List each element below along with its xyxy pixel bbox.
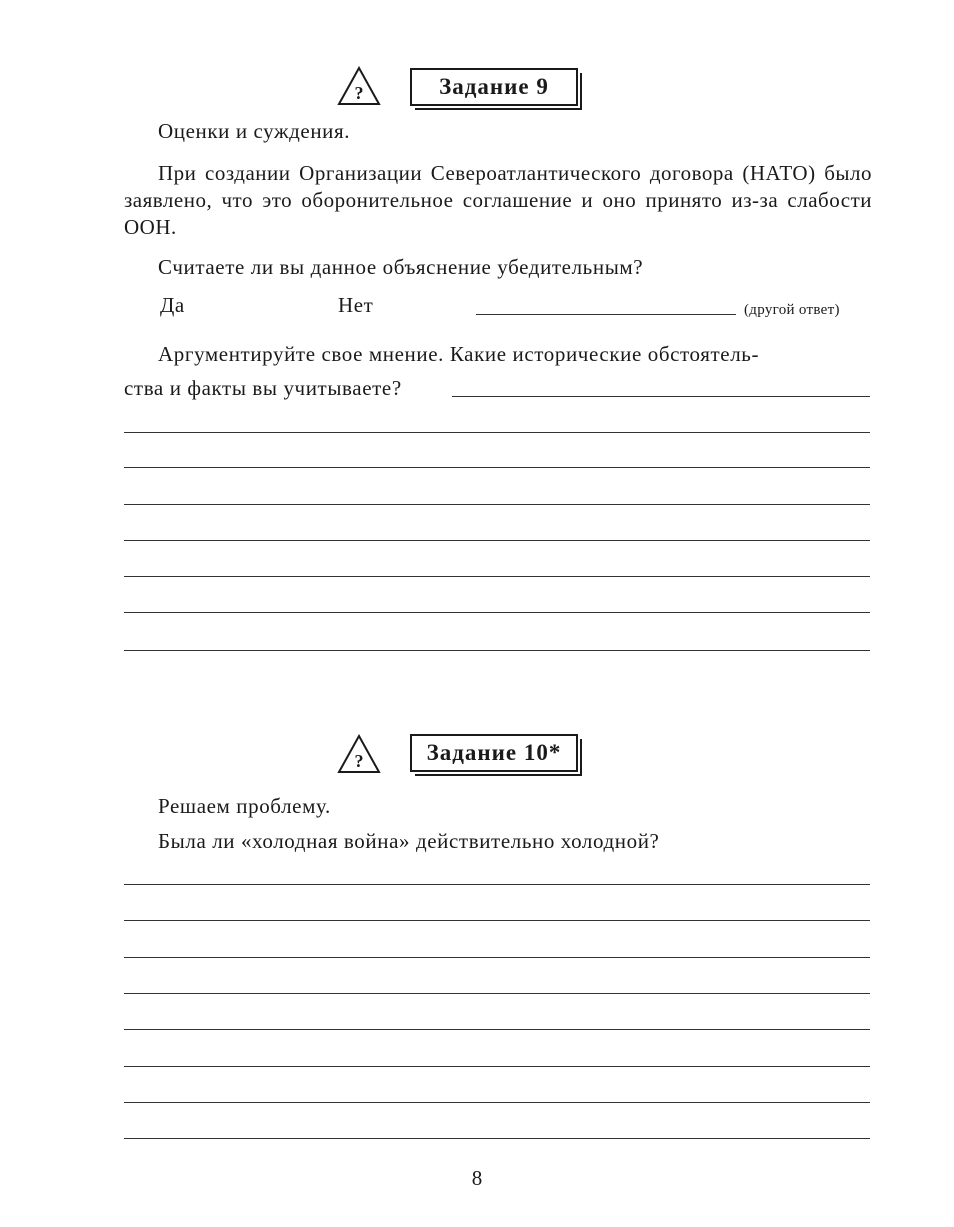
question-triangle-icon	[337, 66, 381, 106]
answer-line[interactable]	[124, 1102, 870, 1103]
answer-line[interactable]	[124, 612, 870, 613]
task-10-title: Задание 10*	[410, 734, 578, 772]
answer-line[interactable]	[124, 540, 870, 541]
page-number: 8	[471, 1166, 483, 1190]
question-mark-glyph: ?	[354, 751, 364, 771]
question-mark-glyph: ?	[354, 83, 364, 103]
answer-line[interactable]	[124, 957, 870, 958]
answer-line[interactable]	[124, 884, 870, 885]
answer-line[interactable]	[124, 467, 870, 468]
task-9-paragraph: При создании Организации Североатлантического договора (НАТО) было заявлено, что это оборонительное соглашение и оно принято из-за слабости ООН.	[124, 161, 872, 239]
answer-line[interactable]	[124, 576, 870, 577]
task-9-argue-line1: Аргументируйте свое мнение. Какие исторические обстоятель-	[158, 342, 760, 366]
task-9-argue-line2: ства и факты вы учитываете?	[124, 376, 402, 400]
answer-line[interactable]	[124, 504, 870, 505]
task-9-question: Считаете ли вы данное объяснение убедительным?	[158, 255, 644, 279]
answer-line[interactable]	[452, 396, 870, 397]
answer-line[interactable]	[124, 1138, 870, 1139]
answer-line[interactable]	[124, 993, 870, 994]
task-9-title: Задание 9	[410, 68, 578, 106]
option-no[interactable]: Нет	[338, 293, 374, 317]
answer-line[interactable]	[124, 920, 870, 921]
question-triangle-icon	[337, 734, 381, 774]
answer-line[interactable]	[124, 650, 870, 651]
task-10-subtitle: Решаем проблему.	[158, 794, 331, 818]
other-answer-line[interactable]	[476, 314, 736, 315]
task-9-subtitle: Оценки и суждения.	[158, 119, 351, 143]
answer-line[interactable]	[124, 1066, 870, 1067]
answer-line[interactable]	[124, 432, 870, 433]
task-10-question: Была ли «холодная война» действительно холодной?	[158, 829, 660, 853]
answer-line[interactable]	[124, 1029, 870, 1030]
option-yes[interactable]: Да	[160, 293, 185, 317]
option-other-label: (другой ответ)	[744, 302, 840, 318]
